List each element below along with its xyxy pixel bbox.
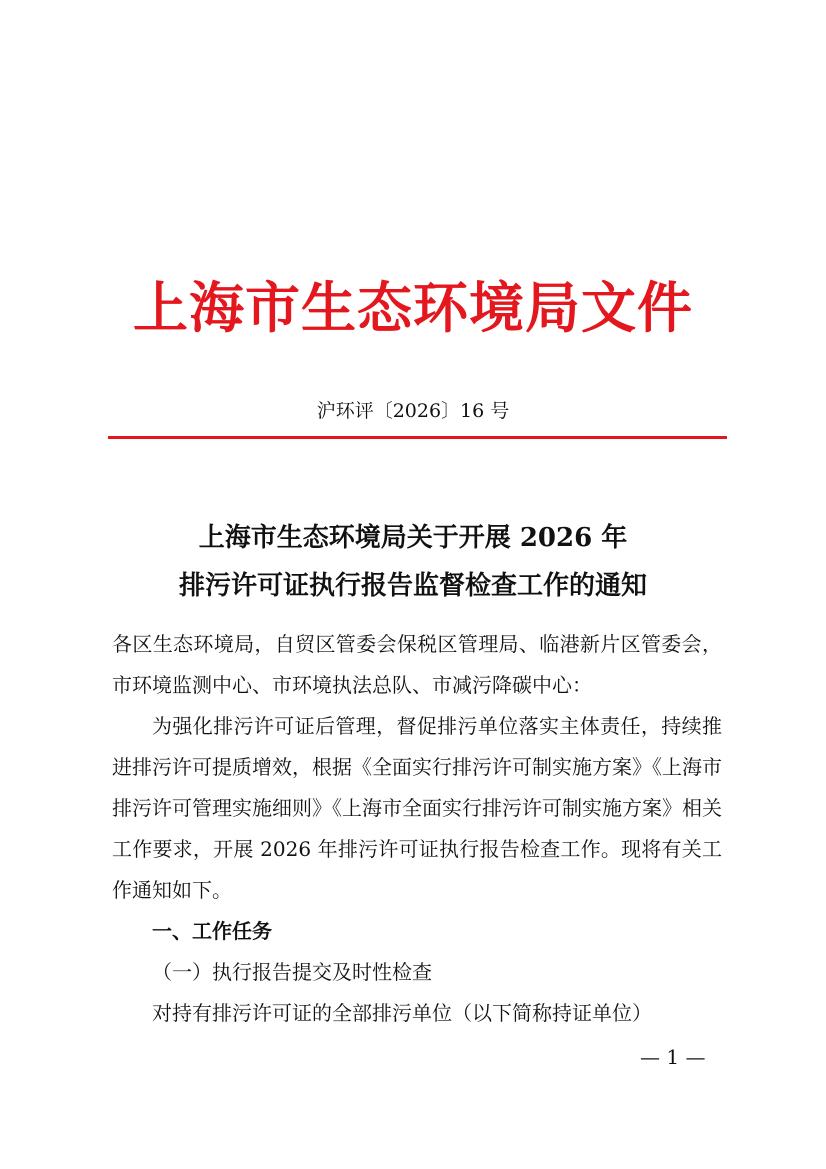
section-heading-work-tasks: 一、工作任务 xyxy=(152,919,272,943)
notice-title xyxy=(0,514,826,610)
salutation-paragraph: 各区生态环境局，自贸区管委会保税区管理局、临港新片区管委会，市环境监测中心、市环境执法总队、市减污降碳中心： xyxy=(112,632,722,697)
subsection-paragraph: 对持有排污许可证的全部排污单位（以下简称持证单位） xyxy=(152,1001,652,1025)
notice-title-line-1: 上海市生态环境局关于开展 2026 年 xyxy=(198,523,628,553)
subsection-heading-timeliness-check: （一）执行报告提交及时性检查 xyxy=(152,960,432,984)
notice-body xyxy=(112,624,722,1034)
document-issuer-header: 上海市生态环境局文件 xyxy=(132,275,693,340)
intro-paragraph: 为强化排污许可证后管理，督促排污单位落实主体责任，持续推进排污许可提质增效，根据《全面实行排污许可制实施方案》《上海市排污许可管理实施细则》《上海市全面实行排污许可制实施方案》相关工作要求，开展 2026 年排污许可证执行报告检查工作。现将有关工作通知如下。 xyxy=(112,714,722,902)
document-number: 沪环评〔2026〕16 号 xyxy=(316,400,510,422)
page-number: — 1 — xyxy=(640,1045,706,1069)
red-divider-line xyxy=(108,436,727,439)
notice-title-line-2: 排污许可证执行报告监督检查工作的通知 xyxy=(178,571,647,601)
